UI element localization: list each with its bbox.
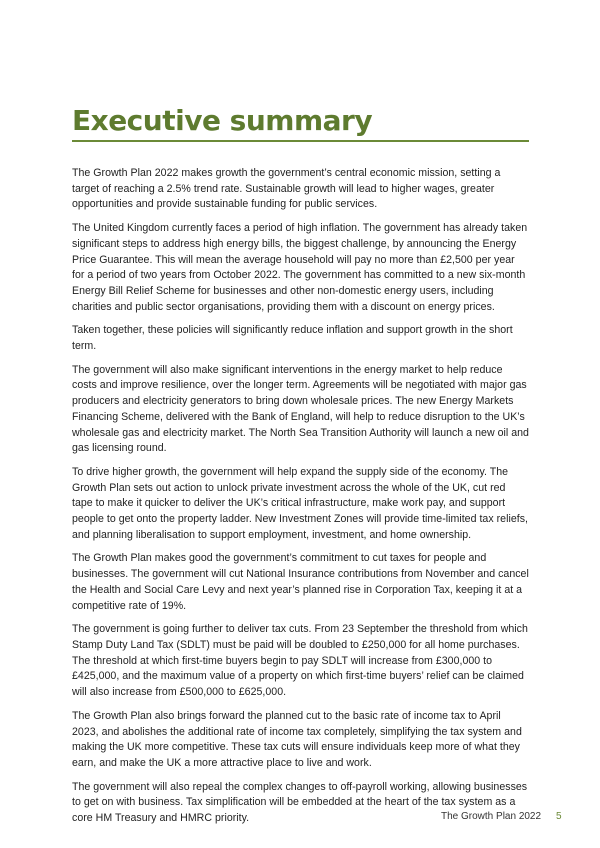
document-page	[72, 104, 529, 835]
footer-publication-title: The Growth Plan 2022	[441, 811, 542, 822]
paragraph-stamp-duty: The government is going further to deliver tax cuts. From 23 September the threshold from which Stamp Duty Land Tax (SDLT) must be paid will be doubled to £250,000 for all home purchases. The threshold at which first-time buyers begin to pay SDLT will increase from £300,000 to £425,000, and the maximum value of a property on which first-time buyers’ relief can be claimed will also increase from £500,000 to £625,000.	[72, 623, 528, 699]
paragraph-income-tax: The Growth Plan also brings forward the planned cut to the basic rate of income tax to April 2023, and abolishes the additional rate of income tax completely, simplifying the tax system and making the UK more competitive. These tax cuts will ensure individuals keep more of what they earn, and make the UK a more attractive place to live and work.	[72, 709, 522, 769]
paragraph-off-payroll: The government will also repeal the complex changes to off-payroll working, allowing businesses to get on with business. Tax simplification will be embedded at the heart of the tax system as a core HM Treasury and HMRC priority.	[72, 780, 528, 825]
paragraph-growth-mission: The Growth Plan 2022 makes growth the government’s central economic mission, setting a target of reaching a 2.5% trend rate. Sustainable growth will lead to higher wages, greater opportunities and provide sustainable funding for public services.	[72, 167, 501, 211]
paragraph-short-term: Taken together, these policies will significantly reduce inflation and support growth in the short term.	[72, 324, 513, 353]
paragraph-tax-cuts-business: The Growth Plan makes good the government’s commitment to cut taxes for people and businesses. The government will cut National Insurance contributions from November and cancel the Health and Social Care Levy and next year’s planned rise in Corporation Tax, keeping it at a competitive rate of 19%.	[72, 552, 529, 612]
document-body	[72, 166, 529, 827]
paragraph-inflation-energy: The United Kingdom currently faces a period of high inflation. The government has already taken significant steps to address high energy bills, the biggest challenge, by announcing the Energy Price Guarantee. This will mean the average household will pay no more than £2,500 per year for a period of two years from October 2022. The government has committed to a new six-month Energy Bill Relief Scheme for businesses and other non-domestic energy users, including charities and public sector organisations, providing them with a discount on energy prices.	[72, 222, 528, 313]
footer-page-number: 5	[556, 811, 562, 822]
page-title: Executive summary	[72, 104, 373, 137]
paragraph-energy-market: The government will also make significant interventions in the energy market to help reduce costs and improve resilience, over the longer term. Agreements will be negotiated with major gas producers and electricity generators to bring down wholesale prices. The new Energy Markets Financing Scheme, delivered with the Bank of England, will help to reduce disruption to the UK’s wholesale gas and electricity market. The North Sea Transition Authority will launch a new oil and gas licensing round.	[72, 363, 529, 455]
paragraph-supply-side: To drive higher growth, the government will help expand the supply side of the economy. The Growth Plan sets out action to unlock private investment across the whole of the UK, cut red tape to make it quicker to deliver the UK’s critical infrastructure, make work pay, and support people to get onto the property ladder. New Investment Zones will provide time-limited tax reliefs, and planning liberalisation to support employment, investment, and home ownership.	[72, 465, 528, 541]
title-underline-divider	[72, 140, 529, 142]
